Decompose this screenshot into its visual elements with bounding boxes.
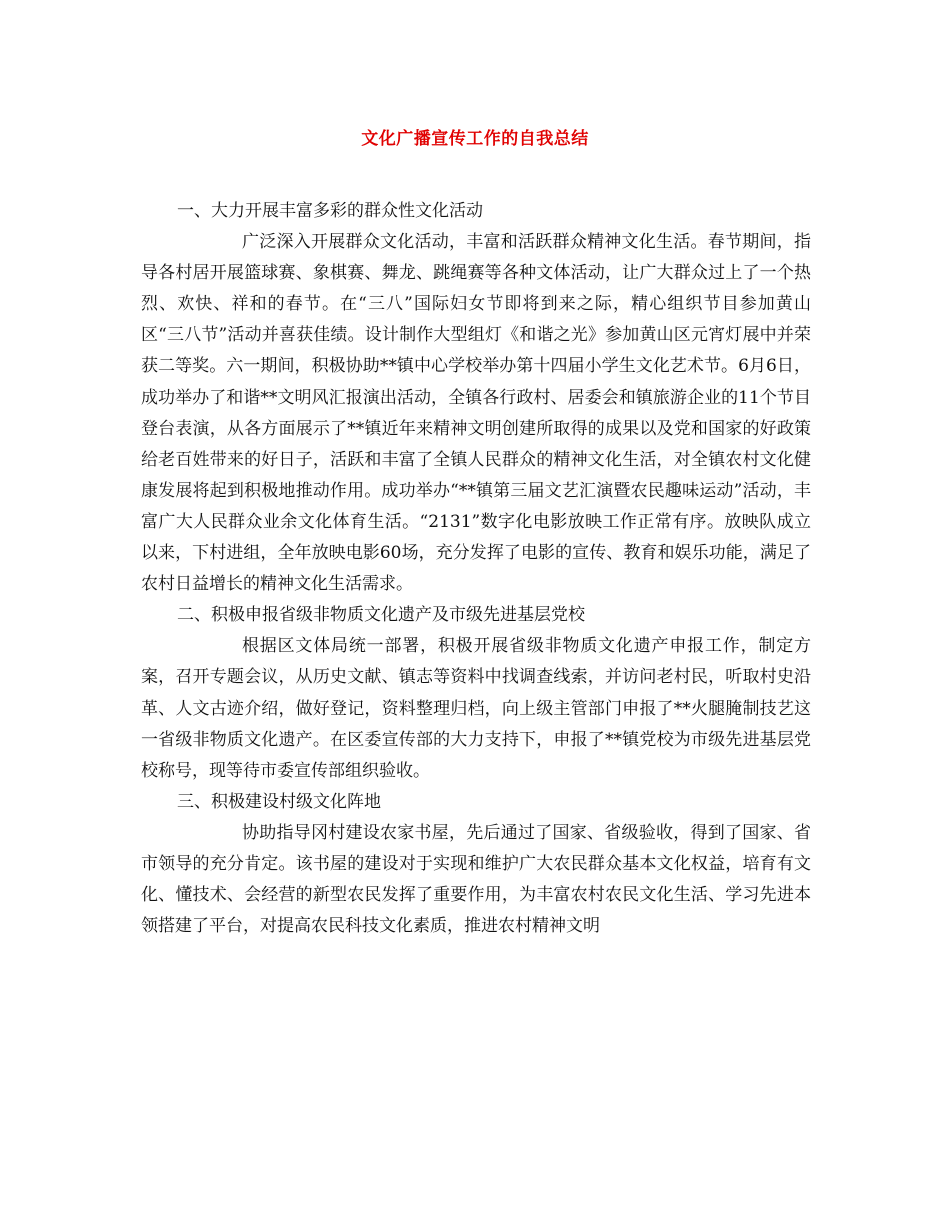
section-3-paragraph: 协助指导冈村建设农家书屋，先后通过了国家、省级验收，得到了国家、省市领导的充分肯定。该书屋的建设对于实现和维护广大农民群众基本文化权益，培育有文化、懂技术、会经营的新型农民发挥了重要作用，为丰富农村农民文化生活、学习先进本领搭建了平台，对提高农民科技文化素质，推进农村精神文明 — [141, 822, 811, 937]
document-body — [141, 196, 811, 942]
section-1-paragraph: 广泛深入开展群众文化活动，丰富和活跃群众精神文化生活。春节期间，指导各村居开展篮球赛、象棋赛、舞龙、跳绳赛等各种文体活动，让广大群众过上了一个热烈、欢快、祥和的春节。在“三八”国际妇女节即将到来之际，精心组织节目参加黄山区“三八节”活动并喜获佳绩。设计制作大型组灯《和谐之光》参加黄山区元宵灯展中并荣获二等奖。六一期间，积极协助**镇中心学校举办第十四届小学生文化艺术节。6月6日，成功举办了和谐**文明风汇报演出活动，全镇各行政村、居委会和镇旅游企业的11个节目登台表演，从各方面展示了**镇近年来精神文明创建所取得的成果以及党和国家的好政策给老百姓带来的好日子，活跃和丰富了全镇人民群众的精神文化生活，对全镇农村文化健康发展将起到积极地推动作用。成功举办“**镇第三届文艺汇演暨农民趣味运动”活动，丰富广大人民群众业余文化体育生活。“2131”数字化电影放映工作正常有序。放映队成立以来，下村进组，全年放映电影60场，充分发挥了电影的宣传、教育和娱乐功能，满足了农村日益增长的精神文化生活需求。 — [141, 232, 811, 595]
section-3-heading: 三、积极建设村级文化阵地 — [177, 791, 381, 812]
section-2-paragraph: 根据区文体局统一部署，积极开展省级非物质文化遗产申报工作，制定方案，召开专题会议，从历史文献、镇志等资料中找调查线索，并访问老村民，听取村史沿革、人文古迹介绍，做好登记，资料整理归档，向上级主管部门申报了**火腿腌制技艺这一省级非物质文化遗产。在区委宣传部的大力支持下，申报了**镇党校为市级先进基层党校称号，现等待市委宣传部组织验收。 — [141, 636, 811, 781]
document-title: 文化广播宣传工作的自我总结 — [361, 129, 589, 149]
section-2-heading: 二、积极申报省级非物质文化遗产及市级先进基层党校 — [177, 605, 585, 626]
section-1-heading: 一、大力开展丰富多彩的群众性文化活动 — [177, 201, 483, 221]
